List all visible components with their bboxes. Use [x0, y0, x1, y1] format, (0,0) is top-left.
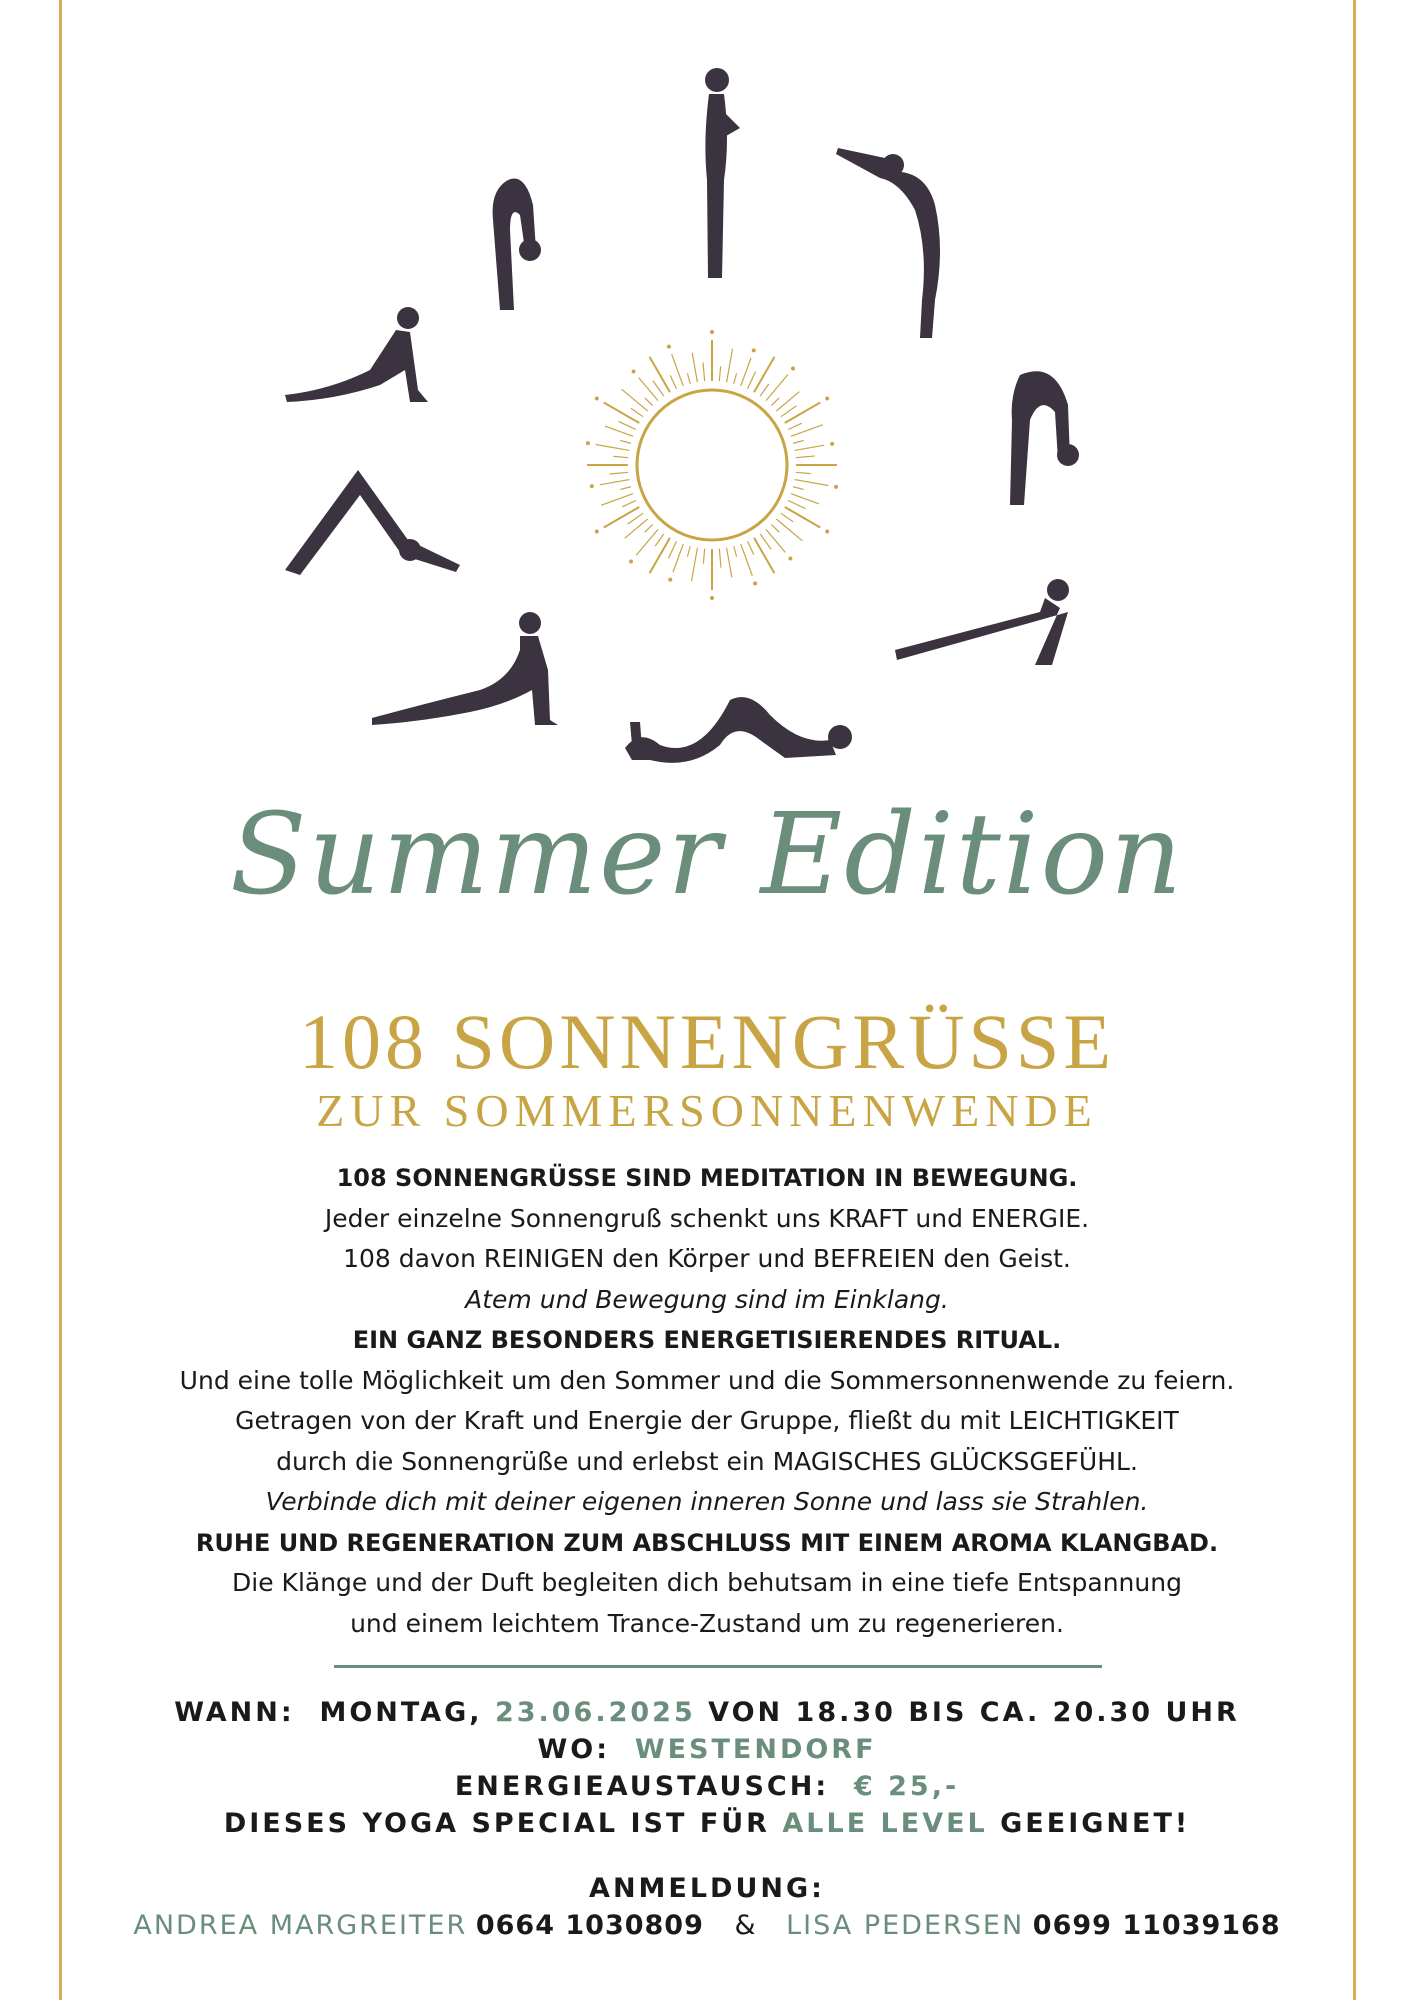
body-line: und einem leichtem Trance-Zustand um zu regenerieren.: [350, 1608, 1064, 1638]
script-title: Summer Edition: [229, 790, 1185, 920]
contact2-name: LISA PEDERSEN: [786, 1910, 1025, 1941]
where-label: WO:: [537, 1734, 610, 1765]
body-line: Und eine tolle Möglichkeit um den Sommer und die Sommersonnenwende zu feiern.: [179, 1365, 1235, 1395]
downward-dog-pose-figure: [285, 470, 460, 575]
subtitle: ZUR SOMMERSONNENWENDE: [316, 1085, 1098, 1136]
contact1-name: ANDREA MARGREITER: [133, 1910, 468, 1941]
body-line: Getragen von der Kraft und Energie der Gruppe, fließt du mit LEICHTIGKEIT: [235, 1406, 1179, 1435]
body-line: Die Klänge und der Duft begleiten dich behutsam in eine tiefe Entspannung: [232, 1568, 1182, 1597]
forward-fold-pose-figure: [493, 178, 541, 310]
when-time: VON 18.30 BIS CA. 20.30 UHR: [708, 1697, 1240, 1728]
price-label: ENERGIEAUSTAUSCH:: [454, 1771, 830, 1802]
sun-salutation-illustration: [0, 0, 1414, 800]
contact-separator: &: [734, 1910, 756, 1941]
level-value: ALLE LEVEL: [782, 1808, 988, 1839]
cobra-pose-figure: [372, 612, 558, 725]
section-divider: [334, 1665, 1102, 1668]
body-line: 108 davon REINIGEN den Körper und BEFREIEN den Geist.: [343, 1244, 1071, 1273]
contact1-phone[interactable]: 0664 1030809: [475, 1910, 704, 1941]
price-value: € 25,-: [853, 1771, 960, 1802]
level-line: [80, 1808, 1334, 1839]
level-post: GEEIGNET!: [1000, 1808, 1191, 1839]
when-day: MONTAG,: [319, 1697, 483, 1728]
price-line: [80, 1771, 1334, 1802]
when-date: 23.06.2025: [494, 1697, 696, 1728]
when-label: WANN:: [174, 1697, 295, 1728]
sun-burst-icon: [586, 330, 838, 600]
body-line: durch die Sonnengrüße und erlebst ein MAGISCHES GLÜCKSGEFÜHL.: [276, 1446, 1138, 1476]
plank-pose-figure: [895, 579, 1069, 665]
contact-line: [60, 1910, 1354, 1941]
body-line: Jeder einzelne Sonnengruß schenkt uns KRAFT und ENERGIE.: [324, 1203, 1090, 1233]
registration-label: ANMELDUNG:: [589, 1873, 825, 1904]
level-pre: DIESES YOGA SPECIAL IST FÜR: [223, 1808, 770, 1839]
main-title: 108 SONNENGRÜSSE: [299, 998, 1115, 1085]
body-heading: EIN GANZ BESONDERS ENERGETISIERENDES RITUAL.: [352, 1326, 1062, 1354]
upward-dog-pose-figure: [285, 307, 428, 402]
body-line-italic: Verbinde dich mit deiner eigenen inneren Sonne und lass sie Strahlen.: [265, 1487, 1149, 1516]
contact2-phone[interactable]: 0699 11039168: [1032, 1910, 1281, 1941]
forward-fold-pose-figure: [1010, 371, 1079, 505]
where-line: [80, 1734, 1334, 1765]
body-line-italic: Atem und Bewegung sind im Einklang.: [465, 1284, 949, 1314]
when-line: [80, 1697, 1334, 1728]
eight-limbs-pose-figure: [625, 697, 852, 763]
description-text: [100, 1158, 1314, 1644]
backbend-pose-figure: [836, 148, 940, 338]
body-heading: RUHE UND REGENERATION ZUM ABSCHLUSS MIT EINEM AROMA KLANGBAD.: [195, 1528, 1219, 1557]
body-heading: 108 SONNENGRÜSSE SIND MEDITATION IN BEWEGUNG.: [336, 1164, 1078, 1192]
where-value: WESTENDORF: [634, 1734, 877, 1765]
prayer-pose-figure: [705, 68, 740, 278]
